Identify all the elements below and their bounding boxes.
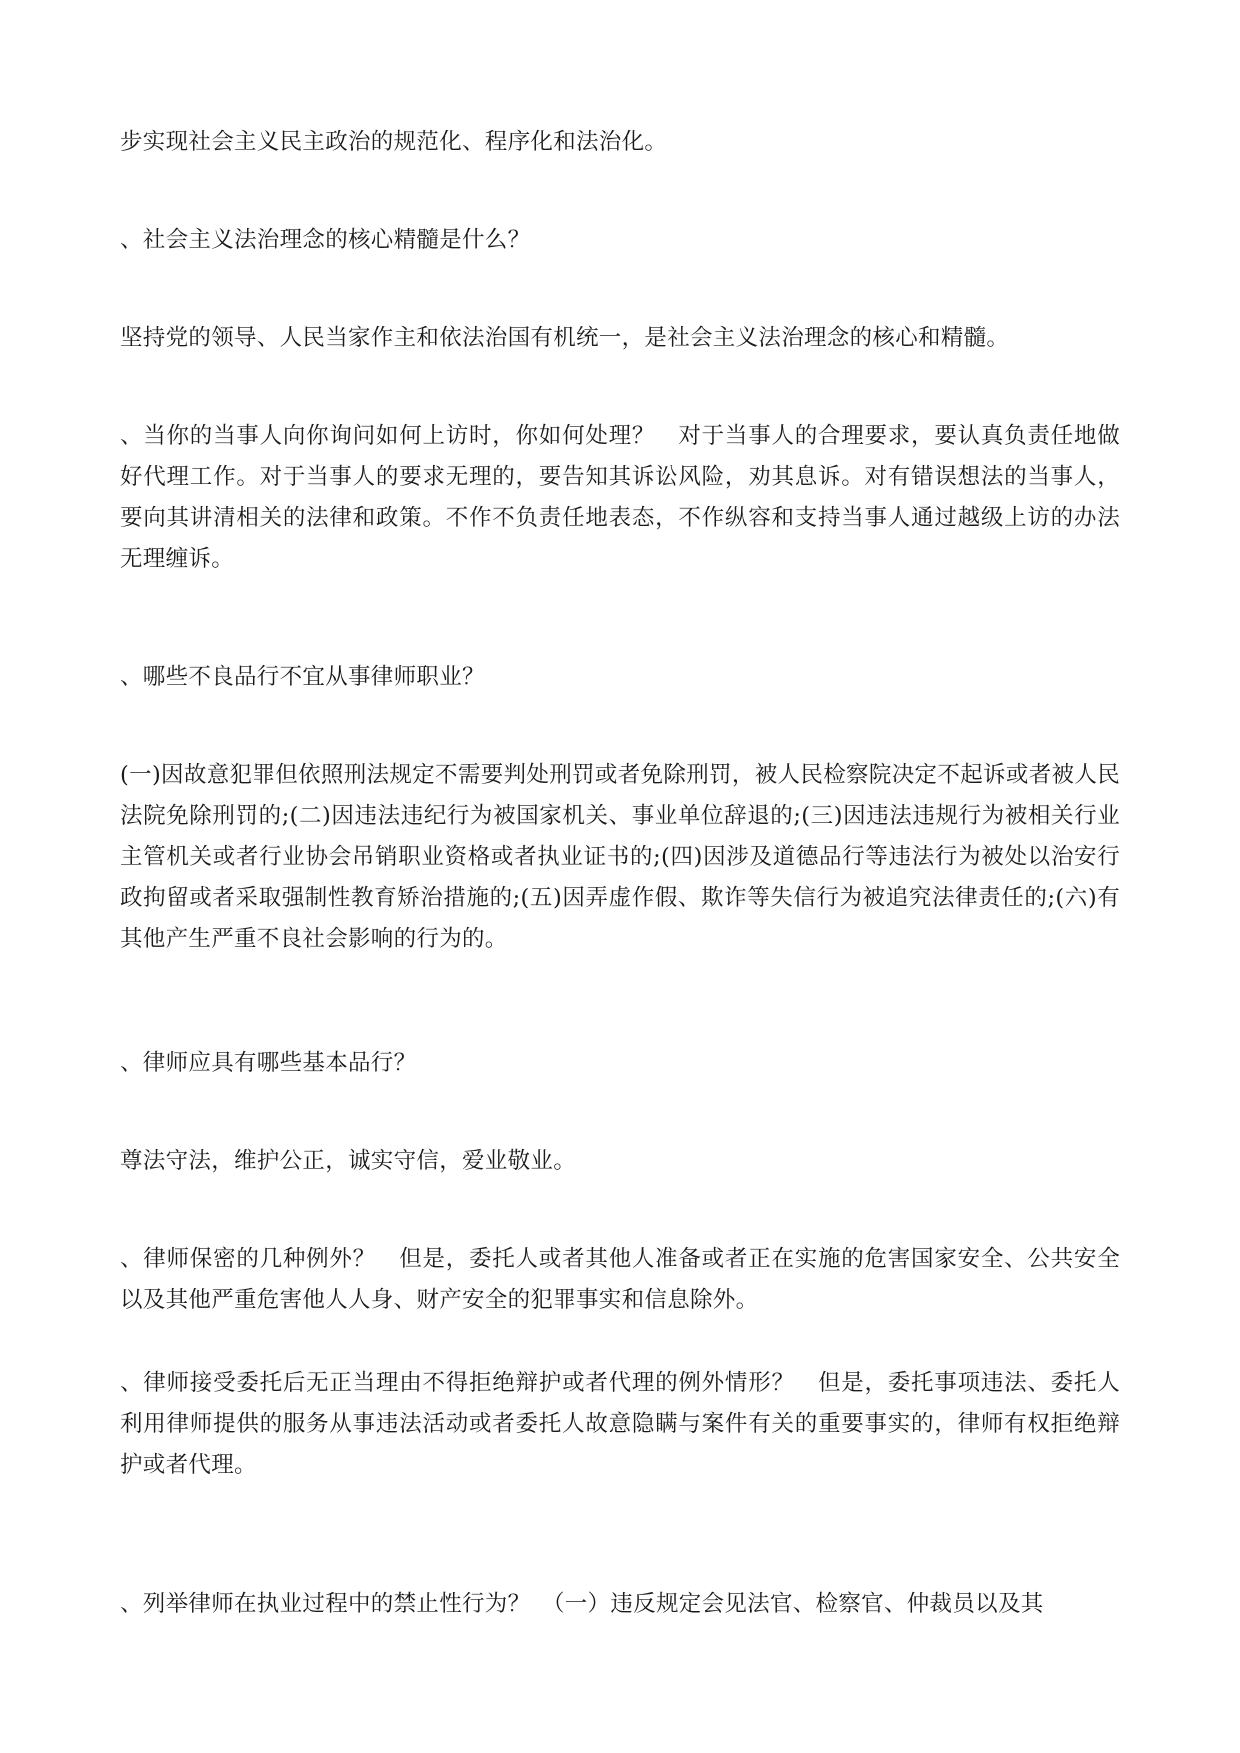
question-answer: 、律师接受委托后无正当理由不得拒绝辩护或者代理的例外情形？ 但是，委托事项违法、委托人利用律师提供的服务从事违法活动或者委托人故意隐瞒与案件有关的重要事实的，律师有权拒绝辩护或者代理。: [120, 1370, 1120, 1478]
question-answer: 、当你的当事人向你询问如何上访时，你如何处理？ 对于当事人的合理要求，要认真负责任地做好代理工作。对于当事人的要求无理的，要告知其诉讼风险，劝其息诉。对有错误想法的当事人，要向其讲清相关的法律和政策。不作不负责任地表态，不作纵容和支持当事人通过越级上访的办法无理缠诉。: [120, 423, 1120, 572]
question-answer: 、律师保密的几种例外？ 但是，委托人或者其他人准备或者正在实施的危害国家安全、公共安全以及其他严重危害他人人身、财产安全的犯罪事实和信息除外。: [120, 1246, 1120, 1313]
paragraph: 步实现社会主义民主政治的规范化、程序化和法治化。: [120, 129, 668, 155]
paragraph: (一)因故意犯罪但依照刑法规定不需要判处刑罚或者免除刑罚，被人民检察院决定不起诉或者被人民法院免除刑罚的;(二)因违法违纪行为被国家机关、事业单位辞退的;(三)因违法违规行为被相关行业主管机关或者行业协会吊销职业资格或者执业证书的;(四)因涉及道德品行等违法行为被处以治安行政拘留或者采取强制性教育矫治措施的;(五)因弄虚作假、欺诈等失信行为被追究法律责任的;(六)有其他产生严重不良社会影响的行为的。: [120, 762, 1120, 952]
question-answer: 、列举律师在执业过程中的禁止性行为？ （一）违反规定会见法官、检察官、仲裁员以及其: [120, 1591, 1044, 1617]
question-heading: 、哪些不良品行不宜从事律师职业？: [120, 664, 485, 690]
question-heading: 、律师应具有哪些基本品行？: [120, 1050, 417, 1076]
paragraph: 坚持党的领导、人民当家作主和依法治国有机统一，是社会主义法治理念的核心和精髓。: [120, 325, 1010, 351]
paragraph: 尊法守法，维护公正，诚实守信，爱业敬业。: [120, 1148, 577, 1174]
question-heading: 、社会主义法治理念的核心精髓是什么？: [120, 227, 531, 253]
